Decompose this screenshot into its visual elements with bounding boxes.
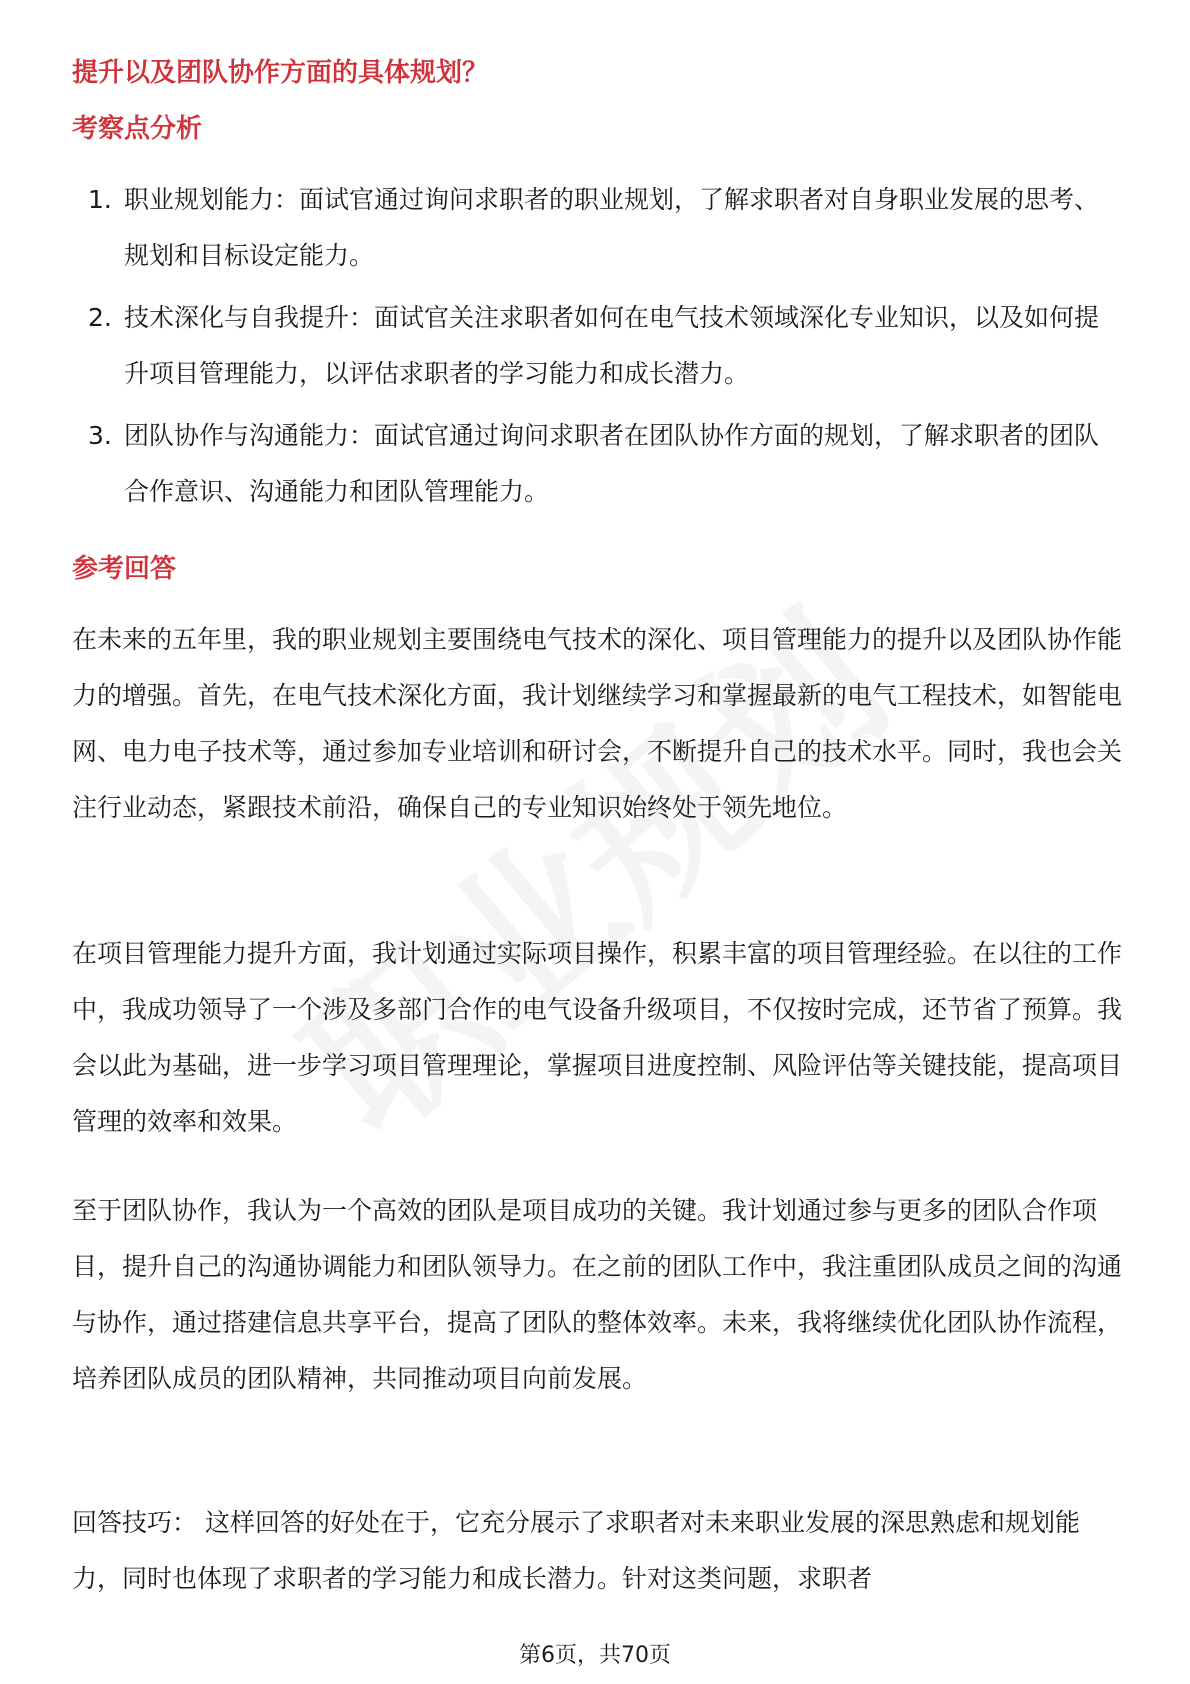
point-number: 1. [88, 185, 112, 214]
analysis-point-list [72, 172, 1112, 526]
analysis-point [72, 408, 1112, 520]
answer-paragraph: 至于团队协作，我认为一个高效的团队是项目成功的关键。我计划通过参与更多的团队合作项目，提升自己的沟通协调能力和团队领导力。在之前的团队工作中，我注重团队成员之间的沟通与协作，通过搭建信息共享平台，提高了团队的整体效率。未来，我将继续优化团队协作流程，培养团队成员的团队精神，共同推动项目向前发展。 [72, 1196, 1123, 1393]
page-number-footer: 第6页，共70页 [519, 1643, 671, 1668]
analysis-section-title: 考察点分析 [72, 114, 203, 144]
point-number: 2. [88, 303, 112, 332]
analysis-point [72, 290, 1112, 402]
answer-paragraph: 在项目管理能力提升方面，我计划通过实际项目操作，积累丰富的项目管理经验。在以往的工作中，我成功领导了一个涉及多部门合作的电气设备升级项目，不仅按时完成，还节省了预算。我会以此为基础，进一步学习项目管理理论，掌握项目进度控制、风险评估等关键技能，提高项目管理的效率和效果。 [72, 939, 1123, 1136]
point-text: 团队协作与沟通能力：面试官通过询问求职者在团队协作方面的规划，了解求职者的团队合作意识、沟通能力和团队管理能力。 [124, 421, 1100, 506]
answer-paragraph: 在未来的五年里，我的职业规划主要围绕电气技术的深化、项目管理能力的提升以及团队协作能力的增强。首先，在电气技术深化方面，我计划继续学习和掌握最新的电气工程技术，如智能电网、电力电子技术等，通过参加专业培训和研讨会，不断提升自己的技术水平。同时，我也会关注行业动态，紧跟技术前沿，确保自己的专业知识始终处于领先地位。 [72, 625, 1123, 822]
point-number: 3. [88, 421, 112, 450]
question-heading-continued: 提升以及团队协作方面的具体规划？ [72, 58, 489, 88]
point-text: 职业规划能力：面试官通过询问求职者的职业规划，了解求职者对自身职业发展的思考、规划和目标设定能力。 [124, 185, 1100, 270]
answer-tips-paragraph: 回答技巧： 这样回答的好处在于，它充分展示了求职者对未来职业发展的深思熟虑和规划能力，同时也体现了求职者的学习能力和成长潜力。针对这类问题，求职者 [72, 1508, 1080, 1593]
answer-section-title: 参考回答 [72, 554, 177, 584]
point-text: 技术深化与自我提升：面试官关注求职者如何在电气技术领域深化专业知识，以及如何提升项目管理能力，以评估求职者的学习能力和成长潜力。 [124, 303, 1100, 388]
analysis-point [72, 172, 1112, 284]
